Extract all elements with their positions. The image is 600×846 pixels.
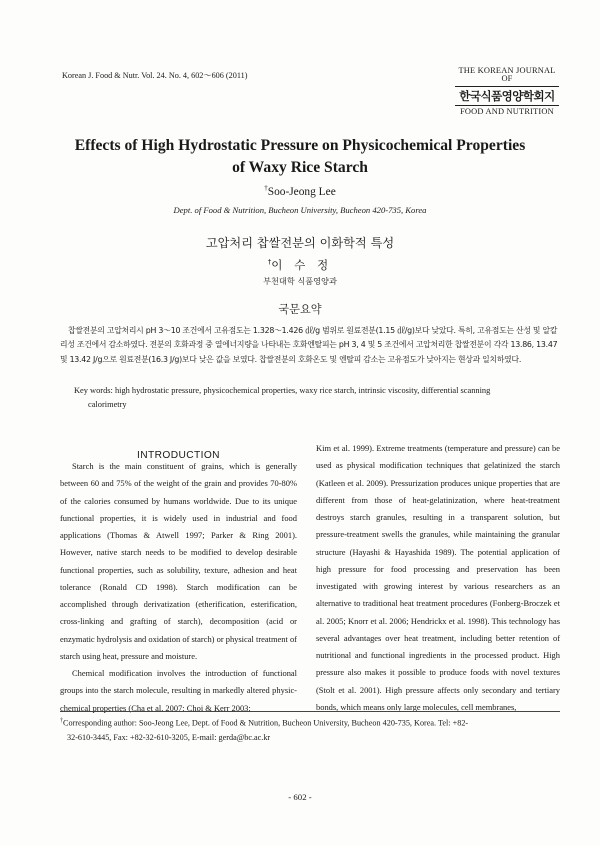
journal-logo-rule-top [455,86,559,87]
footnote-divider [60,711,560,712]
page-number: - 602 - [288,792,312,802]
korean-author-name: 이 수 정 [271,258,333,272]
korean-corresponding-mark: † [267,258,272,267]
author [0,184,600,198]
korean-title: 고압처리 찹쌀전분의 이화학적 특성 [205,236,395,250]
paragraph: Chemical modification involves the introduction of functional groups into the starch molecule, resulting in markedly altered physic-chemical properties (Cha et al. 2007; Choi & Kerr 2003; [60,668,297,713]
footnote-mark: † [60,718,63,724]
korean-abstract-heading: 국문요약 [278,303,322,316]
keywords [74,384,560,413]
keywords-line-1: Key words: high hydrostatic pressure, physicochemical properties, waxy rice starch, intrinsic viscosity, differential scanning [74,386,491,395]
journal-name-ko: 한국식품영양학회지 [459,88,555,103]
footnote-line-2: 32-610-3445, Fax: +82-32-610-3205, E-mail: gerda@bc.ac.kr [67,732,271,742]
korean-abstract: 찹쌀전분의 고압처리시 pH 3～10 조건에서 고유점도는 1.328～1.426 ㎗/g 범위로 원료전분(1.15 ㎗/g)보다 낮았다. 특히, 고유점도는 산성 및 알칼리성 조건에서 감소하였다. 전분의 호화과정 중 열에너지량을 나타내는 호화엔탈피는 pH 3, 4 및 5 조건에서 고압처리한 찹쌀전분이 각각 13.86, 13.47 및 13.42 J/g으로 원료전분(16.3 J/g)보다 낮은 값을 보였다. 찹쌀전분의 호화온도 및 엔탈피 감소는 고유점도가 낮아지는 현상과 일치하였다. [60,326,558,364]
article-title [40,135,560,179]
journal-logo-rule-bottom [455,105,559,106]
journal-logo [455,67,559,117]
paragraph: Starch is the main constituent of grains, which is generally between 60 and 75% of the weight of the grain and provides 70-80% of the calories consumed by humans worldwide. Due to its unique functional properties, it is widely used in industrial and food applications (Thomas & Atwell 1997; Parker & Ring 2001). However, native starch needs to be modified to develop desirable functional properties, such as solubility, texture, adhesion and heat tolerance (Ronald CD 1998). Starch modification can be accomplished through derivatization (etherification, esterification, cross-linking and grafting of starch), decomposition (acid or enzymatic hydrolysis and oxidation of starch) or physical treatment of starch using heat, pressure and moisture. [60,461,297,661]
section-heading-introduction: INTRODUCTION [137,450,220,461]
journal-name-en-top: THE KOREAN JOURNAL OF [458,66,556,84]
journal-citation: Korean J. Food & Nutr. Vol. 24. No. 4, 602～606 (2011) [62,71,248,80]
article-title-line-2: of Waxy Rice Starch [232,159,368,176]
keywords-line-2: calorimetry [88,400,127,410]
author-name: Soo-Jeong Lee [267,185,336,198]
paragraph: Kim et al. 1999). Extreme treatments (temperature and pressure) can be used as physical modification techniques that gelatinized the starch (Katleen et al. 2009). Pressurization produces unique properties that are different from those of heat-gelatinization, where heat-treatment destroys starch granules, resulting in a transparent solution, but pressure-treatment swells the granules, while maintaining the granular structure (Hayashi & Hayashida 1989). The potential application of high pressure for food processing and preservation has been investigated with growing interest by various researchers as an alternative to traditional heat treatment procedures (Fonberg-Broczek et al. 2005; Knorr et al. 2006; Hendrickx et al. 1998). This technology has several advantages over heat treatment, including better retention of nutritional and functional ingredients in the processed product. High pressure also makes it possible to produce foods with novel textures (Stolt et al. 2001). High pressure affects only secondary and tertiary bonds, which means only large molecules, cell membranes, [316,443,560,712]
footnote-line-1: Corresponding author: Soo-Jeong Lee, Dept. of Food & Nutrition, Bucheon University, Bucheon 420-735, Korea. Tel: +82- [63,718,469,728]
korean-affiliation: 부천대학 식품영양과 [263,276,337,286]
corresponding-author-footnote [60,714,560,745]
journal-name-en-bottom: FOOD AND NUTRITION [460,107,554,117]
corresponding-mark: † [264,184,268,192]
article-title-line-1: Effects of High Hydrostatic Pressure on Physicochemical Properties [74,137,526,154]
author-affiliation: Dept. of Food & Nutrition, Bucheon University, Bucheon 420-735, Korea [173,205,427,215]
right-column [316,440,560,716]
korean-author [0,257,600,273]
left-column [60,458,297,717]
